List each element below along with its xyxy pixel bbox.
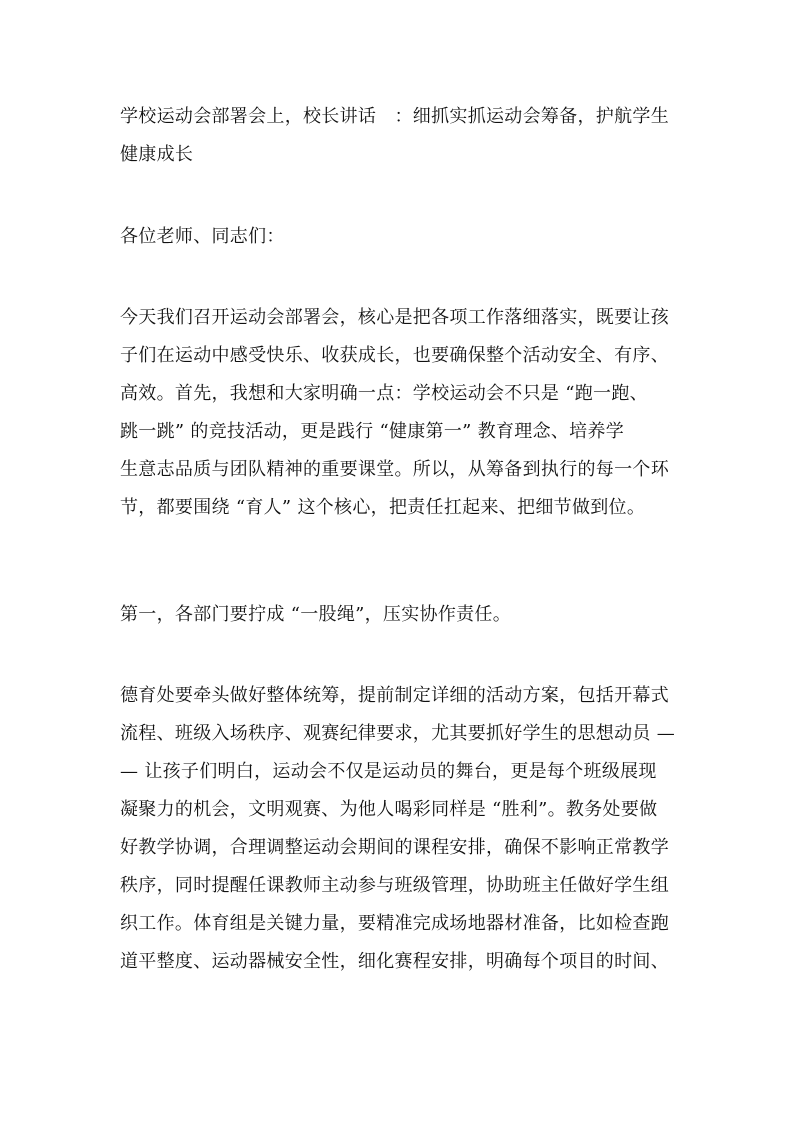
paragraph-2-line: 好教学协调，合理调整运动会期间的课程安排，确保不影响正常教学 (120, 837, 669, 858)
paragraph-1-line: 生意志品质与团队精神的重要课堂。所以，从筹备到执行的每一个环 (120, 459, 669, 480)
document-title-line-1: 学校运动会部署会上，校长讲话 ：细抓实抓运动会筹备，护航学生 (120, 106, 669, 127)
paragraph-2-line: 织工作。体育组是关键力量，要精准完成场地器材准备，比如检查跑 (120, 913, 669, 934)
paragraph-1-line: 今天我们召开运动会部署会，核心是把各项工作落细落实，既要让孩 (120, 307, 669, 328)
greeting: 各位老师、同志们： (120, 226, 285, 247)
paragraph-2-line: 德育处要牵头做好整体统筹，提前制定详细的活动方案，包括开幕式 (120, 685, 669, 706)
paragraph-1-line: 节，都要围绕 “育人” 这个核心，把责任扛起来、把细节做到位。 (120, 497, 646, 518)
paragraph-1-line: 高效。首先，我想和大家明确一点：学校运动会不只是 “跑一跑、 (120, 383, 648, 404)
paragraph-2-line: 道平整度、运动器械安全性，细化赛程安排，明确每个项目的时间、 (120, 951, 669, 972)
paragraph-2-line: — 让孩子们明白，运动会不仅是运动员的舞台，更是每个班级展现 (120, 761, 657, 782)
paragraph-1-line: 跳一跳” 的竞技活动，更是践行 “健康第一” 教育理念、培养学 (120, 421, 625, 442)
paragraph-1-line: 子们在运动中感受快乐、收获成长，也要确保整个活动安全、有序、 (120, 345, 669, 366)
paragraph-2-line: 凝聚力的机会，文明观赛、为他人喝彩同样是 “胜利”。教务处要做 (120, 799, 658, 820)
section-1-heading: 第一，各部门要拧成 “一股绳”，压实协作责任。 (120, 604, 512, 625)
document-title-line-2: 健康成长 (120, 144, 194, 165)
paragraph-2-line: 流程、班级入场秩序、观赛纪律要求，尤其要抓好学生的思想动员 — (120, 723, 676, 744)
paragraph-2-line: 秩序，同时提醒任课教师主动参与班级管理，协助班主任做好学生组 (120, 875, 669, 896)
